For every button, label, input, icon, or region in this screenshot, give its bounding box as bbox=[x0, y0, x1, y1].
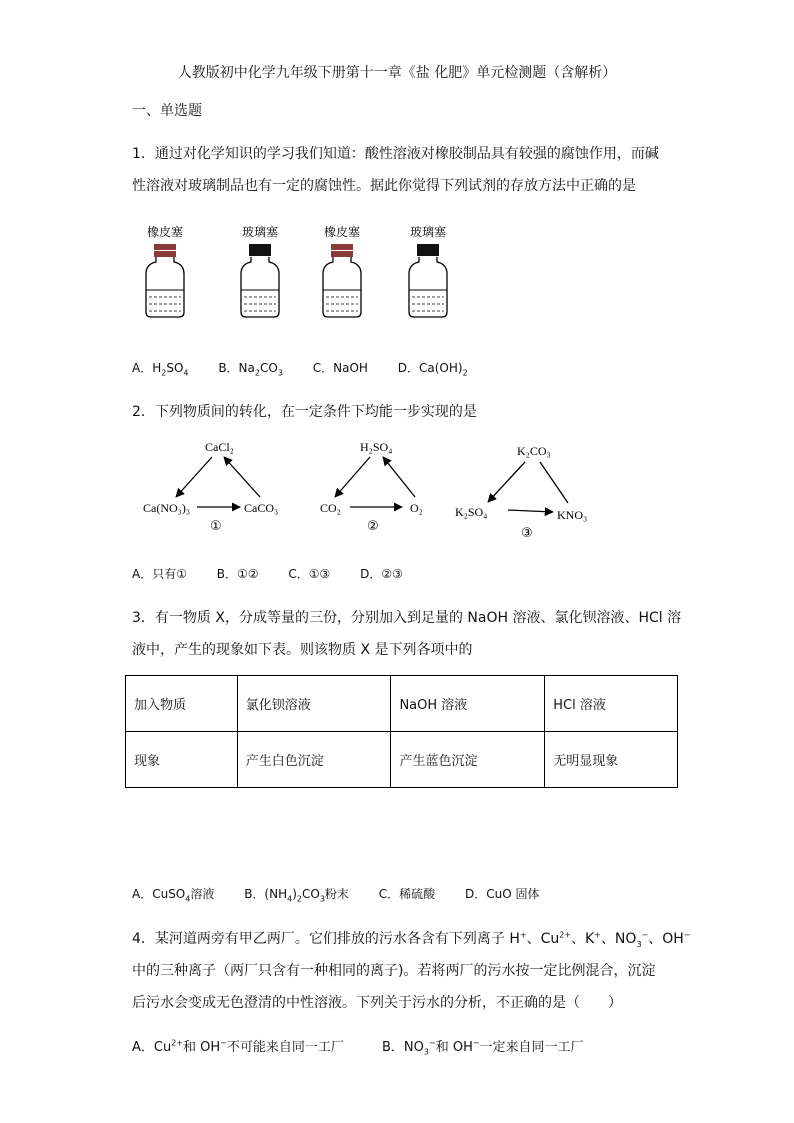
arrow-2a bbox=[335, 457, 370, 497]
q4-stem-line1: 4．某河道两旁有甲乙两厂。它们排放的污水各含有下列离子 H+、$Cu^{2+}$、K+、$NO_3^-$、OH− bbox=[132, 930, 691, 949]
table-cell: NaOH 溶液 bbox=[391, 676, 545, 732]
q4-stem-line2: 中的三种离子（两厂只含有一种相同的离子)。若将两厂的污水按一定比例混合，沉淀 bbox=[132, 963, 656, 979]
diagram-2-left: CO₂ bbox=[320, 501, 341, 515]
diagram-1-top: CaCl₂ bbox=[205, 440, 234, 454]
table-cell: HCl 溶液 bbox=[545, 676, 678, 732]
bottle-stopper-label: 橡皮塞 bbox=[146, 225, 184, 239]
diagram-3-top: K₂CO₃ bbox=[517, 444, 551, 458]
q3-option-d[interactable]: D．CuO 固体 bbox=[464, 887, 540, 901]
q3-stem-line1: 3．有一物质 X，分成等量的三份，分别加入到足量的 NaOH 溶液、氯化钡溶液、HCl 溶 bbox=[132, 610, 682, 626]
table-cell: 加入物质 bbox=[126, 676, 238, 732]
q4-stem-line3: 后污水会变成无色澄清的中性溶液。下列关于污水的分析，不正确的是（ ） bbox=[132, 995, 622, 1011]
diagram-3 bbox=[455, 444, 587, 541]
bottle-body bbox=[146, 257, 184, 317]
q4-option-a[interactable]: A．$Cu^{2+}$和 OH−不可能来自同一工厂 bbox=[132, 1038, 344, 1055]
q1-option-c[interactable]: C．NaOH bbox=[312, 361, 368, 375]
reagent-bottle bbox=[409, 224, 447, 317]
diagram-1-right: CaCO₃ bbox=[244, 501, 279, 515]
reagent-bottle bbox=[241, 224, 279, 317]
q1-options bbox=[132, 359, 494, 377]
bottle-stopper-label: 橡皮塞 bbox=[323, 225, 361, 239]
bottle-stopper-band bbox=[331, 251, 353, 257]
arrow-1a bbox=[176, 457, 212, 497]
q4-options bbox=[132, 1036, 610, 1057]
reagent-bottle bbox=[323, 224, 361, 317]
diagram-2 bbox=[320, 440, 423, 534]
bottle-stopper bbox=[249, 244, 271, 256]
q3-stem-line2: 液中，产生的现象如下表。则该物质 X 是下列各项中的 bbox=[132, 642, 473, 658]
bottle-body bbox=[323, 257, 361, 317]
diagram-2-top: H₂SO₄ bbox=[360, 440, 393, 454]
q4-option-b[interactable]: B．$NO_3^-$和 OH−一定来自同一工厂 bbox=[382, 1038, 584, 1057]
q3-option-b[interactable]: B．$(NH_4)_2CO_3$粉末 bbox=[244, 887, 349, 904]
diagram-1-left: Ca(NO₃)₃ bbox=[143, 501, 191, 515]
q2-option-c[interactable]: C．①③ bbox=[288, 567, 331, 581]
q2-option-a[interactable]: A．只有① bbox=[132, 567, 187, 581]
q2-conversion-diagrams bbox=[0, 435, 794, 545]
bottle-stopper-label: 玻璃塞 bbox=[241, 225, 279, 239]
diagram-3-right: KNO₃ bbox=[557, 508, 588, 522]
bottle-stopper bbox=[417, 244, 439, 256]
table-cell: 产生蓝色沉淀 bbox=[391, 732, 545, 788]
q1-stem-line2: 性溶液对玻璃制品也有一定的腐蚀性。据此你觉得下列试剂的存放方法中正确的是 bbox=[132, 178, 636, 194]
q1-option-d[interactable]: D．$Ca(OH)_2$ bbox=[397, 361, 468, 378]
arrow-1c bbox=[224, 457, 260, 497]
bottle-body bbox=[409, 257, 447, 317]
reagent-bottle bbox=[146, 224, 184, 317]
diagram-1-mark: ① bbox=[210, 519, 222, 534]
diagram-3-left: K₂SO₄ bbox=[455, 505, 488, 519]
bottle-stopper bbox=[154, 244, 176, 250]
q3-option-a[interactable]: A．CuSO$_4$溶液 bbox=[132, 887, 215, 904]
q2-stem: 2．下列物质间的转化，在一定条件下均能一步实现的是 bbox=[132, 404, 477, 420]
q3-option-c[interactable]: C．稀硫酸 bbox=[378, 887, 436, 901]
table-row bbox=[126, 676, 678, 732]
bottle-stopper bbox=[331, 244, 353, 250]
line-3c bbox=[540, 462, 568, 503]
table-cell: 氯化钡溶液 bbox=[237, 676, 391, 732]
diagram-1 bbox=[143, 440, 278, 534]
arrow-2c bbox=[383, 457, 415, 497]
q2-options bbox=[132, 565, 429, 582]
bottle-stopper-label: 玻璃塞 bbox=[409, 225, 447, 239]
arrow-3a bbox=[488, 462, 525, 502]
diagram-2-mark: ② bbox=[367, 519, 379, 534]
q1-option-a[interactable]: A．$H_2SO_4$ bbox=[132, 361, 189, 378]
table-cell: 无明显现象 bbox=[545, 732, 678, 788]
q1-stem-line1: 1．通过对化学知识的学习我们知道：酸性溶液对橡胶制品具有较强的腐蚀作用，而碱 bbox=[132, 146, 659, 162]
diagram-3-mark: ③ bbox=[521, 526, 533, 541]
table-cell: 现象 bbox=[126, 732, 238, 788]
q2-option-d[interactable]: D．②③ bbox=[360, 567, 403, 581]
q1-option-b[interactable]: B．$Na_2CO_3$ bbox=[218, 361, 283, 378]
document-title: 人教版初中化学九年级下册第十一章《盐 化肥》单元检测题（含解析） bbox=[177, 65, 617, 81]
section-heading: 一、单选题 bbox=[132, 103, 202, 119]
q2-option-b[interactable]: B．①② bbox=[216, 567, 259, 581]
q1-bottles-figure bbox=[0, 222, 794, 342]
arrow-3b bbox=[508, 510, 553, 512]
table-cell: 产生白色沉淀 bbox=[237, 732, 391, 788]
table-row bbox=[126, 732, 678, 788]
bottle-stopper-band bbox=[154, 251, 176, 257]
q3-observation-table bbox=[125, 675, 678, 788]
diagram-2-right: O₂ bbox=[410, 501, 423, 515]
q3-options bbox=[132, 885, 565, 903]
bottle-body bbox=[241, 257, 279, 317]
